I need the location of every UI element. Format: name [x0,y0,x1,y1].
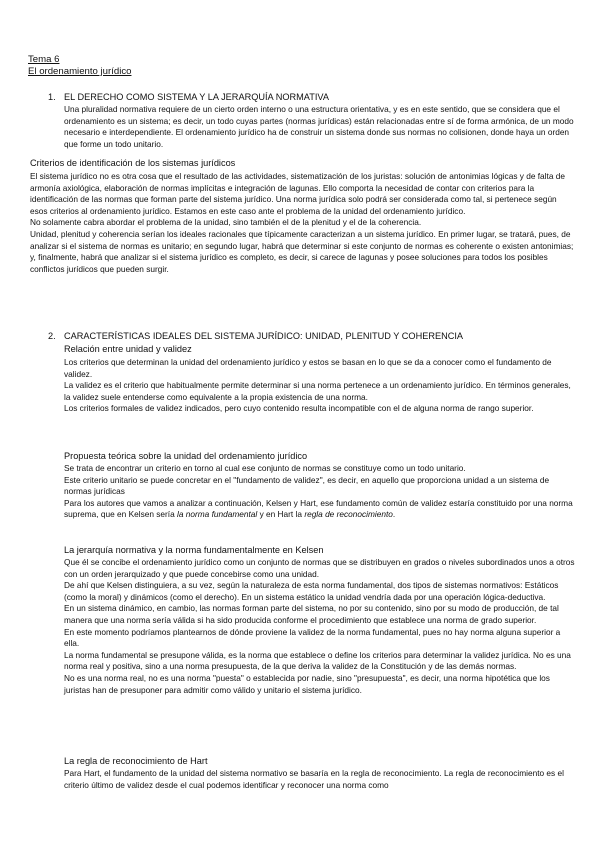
theoretical-proposal-paragraph-1: Se trata de encontrar un criterio en torno al cual ese conjunto de normas se constituye como un todo unitario. [64,463,466,473]
hart-body [64,768,576,791]
fundamental-norm-term: la norma fundamental [177,509,258,520]
section-1-intro-text: Una pluralidad normativa requiere de un cierto orden interno o una estructura orientativa, y es en este sentido, que se considera que el ordenamiento es un sistema; es decir, un todo cuyas partes (normas jurídicas) están relacionadas entre sí de forma armónica, de un modo necesario e interdependiente. El ordenamiento jurídico ha de construir un sistema donde sus normas no colisionen, donde haya un orden que forme un todo unitario. [64,104,574,149]
unity-validity-heading: Relación entre unidad y validez [64,344,192,354]
section-2-title: CARACTERÍSTICAS IDEALES DEL SISTEMA JURÍDICO: UNIDAD, PLENITUD Y COHERENCIA [64,331,464,341]
kelsen-paragraph-2: De ahí que Kelsen distinguiera, a su vez, según la naturaleza de esta norma fundamental, dos tipos de sistemas normativos: Estáticos (como la moral) y dinámicos (como el derecho). En un sistema estático la unidad vendría dada por una operación lógica-deductiva. [64,580,559,602]
section-1-intro [64,104,576,150]
unity-validity-paragraph-3: Los criterios formales de validez indicados, pero cuyo contenido resulta incompatible con el de alguna norma de rango superior. [64,403,534,414]
document-title: El ordenamiento jurídico [28,66,132,77]
tema-label: Tema 6 [28,54,60,65]
kelsen-heading: La jerarquía normativa y la norma fundamentalmente en Kelsen [64,545,324,555]
section-1-title: EL DERECHO COMO SISTEMA Y LA JERARQUÍA NORMATIVA [64,92,329,102]
criteria-heading: Criterios de identificación de los sistemas jurídicos [30,158,236,168]
hart-paragraph-1: Para Hart, el fundamento de la unidad del sistema normativo se basaría en la regla de reconocimiento. La regla de reconocimiento es el criterio último de validez desde el cual podemos identificar y reconocer una norma como [64,768,564,790]
theoretical-proposal-heading: Propuesta teórica sobre la unidad del ordenamiento jurídico [64,451,308,461]
kelsen-body [64,557,576,696]
kelsen-paragraph-6: No es una norma real, no es una norma "puesta" o establecida por nadie, sino "presupuesta", es decir, una norma hipotética que los juristas han de presuponer para admitir como válido y unitario el sistema jurídico. [64,672,550,695]
kelsen-paragraph-1: Que él se concibe el ordenamiento jurídico como un conjunto de normas que se distribuyen en grados o niveles subordinados unos a otros con un orden jerarquizado y que puede concebirse como una unidad. [64,557,575,579]
section-1-heading [48,91,329,103]
kelsen-paragraph-3: En un sistema dinámico, en cambio, las normas forman parte del sistema, no por su contenido, sino por su modo de producción, de tal manera que una norma sería válida si ha sido producida conforme el procedimiento que establece una norma de grado superior. [64,603,559,625]
theoretical-proposal-text-b: y en Hart la [257,509,305,520]
recognition-rule-term: regla de reconocimiento [304,509,393,520]
unity-validity-paragraph-2: La validez es el criterio que habitualmente permite determinar si una norma pertenece a un ordenamiento jurídico. En términos generales, la validez suele entenderse como equivalente a la propia existencia de una norma. [64,380,571,402]
criteria-body [30,171,576,275]
theoretical-proposal-text-c: . [392,509,396,520]
unity-validity-paragraph-1: Los criterios que determinan la unidad del ordenamiento jurídico y estos se basan en lo que se da a conocer como el fundamento de validez. [64,357,552,379]
criteria-paragraph-2: No solamente cabra abordar el problema de la unidad, sino también el de la plenitud y el de la coherencia. [30,217,422,228]
hart-heading: La regla de reconocimiento de Hart [64,756,208,766]
kelsen-paragraph-4: En este momento podríamos plantearnos de dónde proviene la validez de la norma fundamental, pues no hay norma alguna superior a ella. [64,626,561,649]
section-2-number: 2. [48,331,56,341]
theoretical-proposal-paragraph-2: Este criterio unitario se puede concretar en el "fundamento de validez", es decir, en aquello que proporciona unidad a un sistema de normas jurídicas [64,474,550,497]
theoretical-proposal-text-a: Para los autores que vamos a analizar a continuación, Kelsen y Hart, ese fundamento común de validez estaría constituido por una norma suprema, que en Kelsen sería [64,497,573,520]
theoretical-proposal-paragraph-3 [64,498,576,521]
criteria-paragraph-3: Unidad, plenitud y coherencia serían los ideales racionales que típicamente caracterizan a un sistema jurídico. En primer lugar, se tratará, pues, de analizar si el sistema de normas es unitario; en segundo lugar, habrá que determinar si este conjunto de normas es coherente o existen antonimias; y, finalmente, habrá que analizar si el sistema jurídico es completo, es decir, si carece de lagunas y posee soluciones para todos los posibles conflictos jurídicos que pueden surgir. [30,228,574,274]
kelsen-paragraph-5: La norma fundamental se presupone válida, es la norma que establece o define los criterios para determinar la validez jurídica. No es una norma real y positiva, sino a una norma presupuesta, de la que deriva la validez de la Constitución y de las demás normas. [64,649,571,672]
criteria-paragraph-1: El sistema jurídico no es otra cosa que el resultado de las actividades, sistematización de los juristas: solución de antonimias lógicas y de falta de armonía axiológica, elaboración de normas implícitas e integración de lagunas. Ello comporta la necesidad de contar con criterios para la identificación de las normas que forman parte del sistema jurídico. Una norma jurídica solo podrá ser considerada como tal, si pertenece según esos criterios al ordenamiento jurídico. Estamos en este caso ante el problema de la unidad del ordenamiento jurídico. [30,171,565,216]
unity-validity-body [64,357,576,415]
theoretical-proposal-body [64,463,576,521]
section-1-number: 1. [48,92,56,102]
section-2-heading [48,330,463,342]
